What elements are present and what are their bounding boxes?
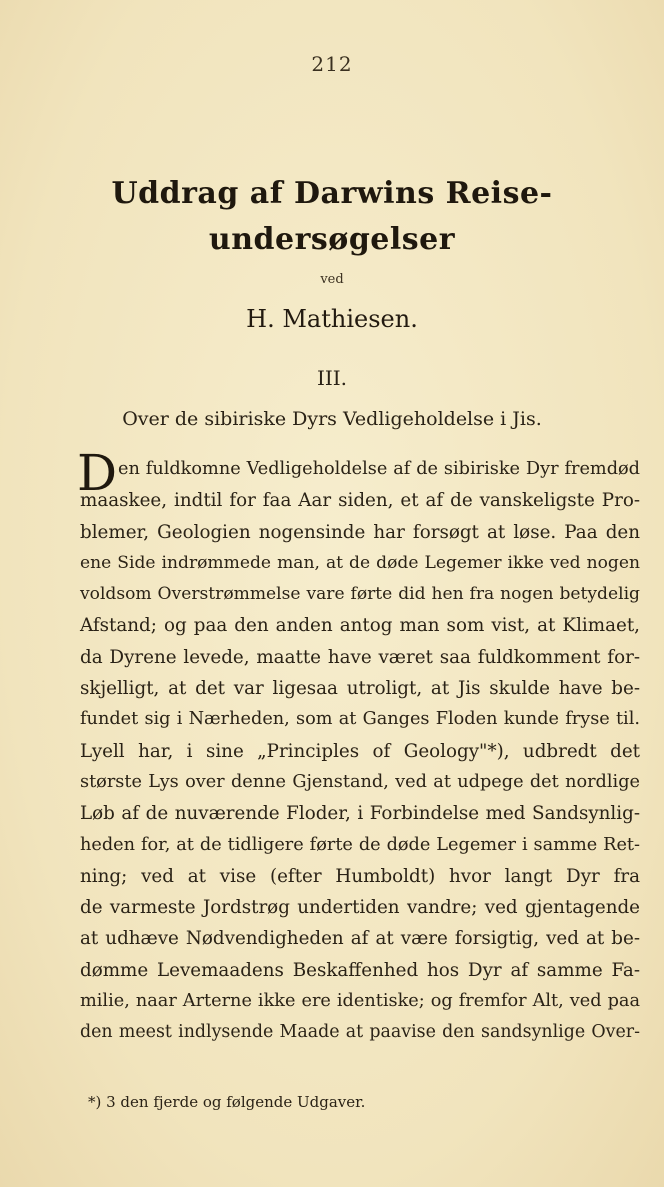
section-number: III. [316,366,348,390]
body-line: største Lys over denne Gjenstand, ved at udpege det nordlige [80,771,640,792]
page-number: 212 [311,52,353,76]
body-line: Lyell har, i sine „Principles of Geology"*), udbredt det [80,740,640,762]
body-line: at udhæve Nødvendigheden af at være forsigtig, ved at be- [80,928,640,950]
body-line: dømme Levemaadens Beskaffenhed hos Dyr af samme Fa- [80,959,640,981]
footnote: *) 3 den fjerde og følgende Udgaver. [88,1093,366,1111]
body-line: da Dyrene levede, maatte have været saa fuldkomment for- [80,646,640,668]
article-title-line-2: undersøgelser [208,222,456,257]
body-line: skjelligt, at det var ligesaa utroligt, at Jis skulde have be- [80,678,640,700]
first-line-text: en fuldkomne Vedligeholdelse af de sibiriske Dyr fremdød [118,459,640,479]
body-line: den meest indlysende Maade at paavise den sandsynlige Over- [80,1022,640,1043]
body-line: milie, naar Arterne ikke ere identiske; og fremfor Alt, ved paa [80,991,640,1012]
body-line: blemer, Geologien nogensinde har forsøgt at løse. Paa den [80,521,640,543]
body-line: maaskee, indtil for faa Aar siden, et af de vanskeligste Pro- [80,490,640,512]
body-line: fundet sig i Nærheden, som at Ganges Floden kunde fryse til. [80,709,640,730]
body-line: de varmeste Jordstrøg undertiden vandre; ved gjentagende [80,897,640,919]
body-line: voldsom Overstrømmelse vare førte did hen fra nogen betydelig [80,584,640,605]
byline-preposition: ved [320,272,344,287]
body-text [77,444,640,1049]
article-title-line-1: Uddrag af Darwins Reise- [111,176,553,211]
body-line: heden for, at de tidligere førte de døde Legemer i samme Ret- [80,834,640,855]
body-line: Løb af de nuværende Floder, i Forbindelse med Sandsynlig- [80,803,640,825]
section-title: Over de sibiriske Dyrs Vedligeholdelse i Jis. [122,408,542,430]
body-line: ning; ved at vise (efter Humboldt) hvor langt Dyr fra [80,865,640,887]
body-line: ene Side indrømmede man, at de døde Legemer ikke ved nogen [80,552,640,573]
drop-cap: D [77,444,118,502]
author-name: H. Mathiesen. [246,305,418,333]
body-line: Afstand; og paa den anden antog man som vist, at Klimaet, [80,615,640,637]
